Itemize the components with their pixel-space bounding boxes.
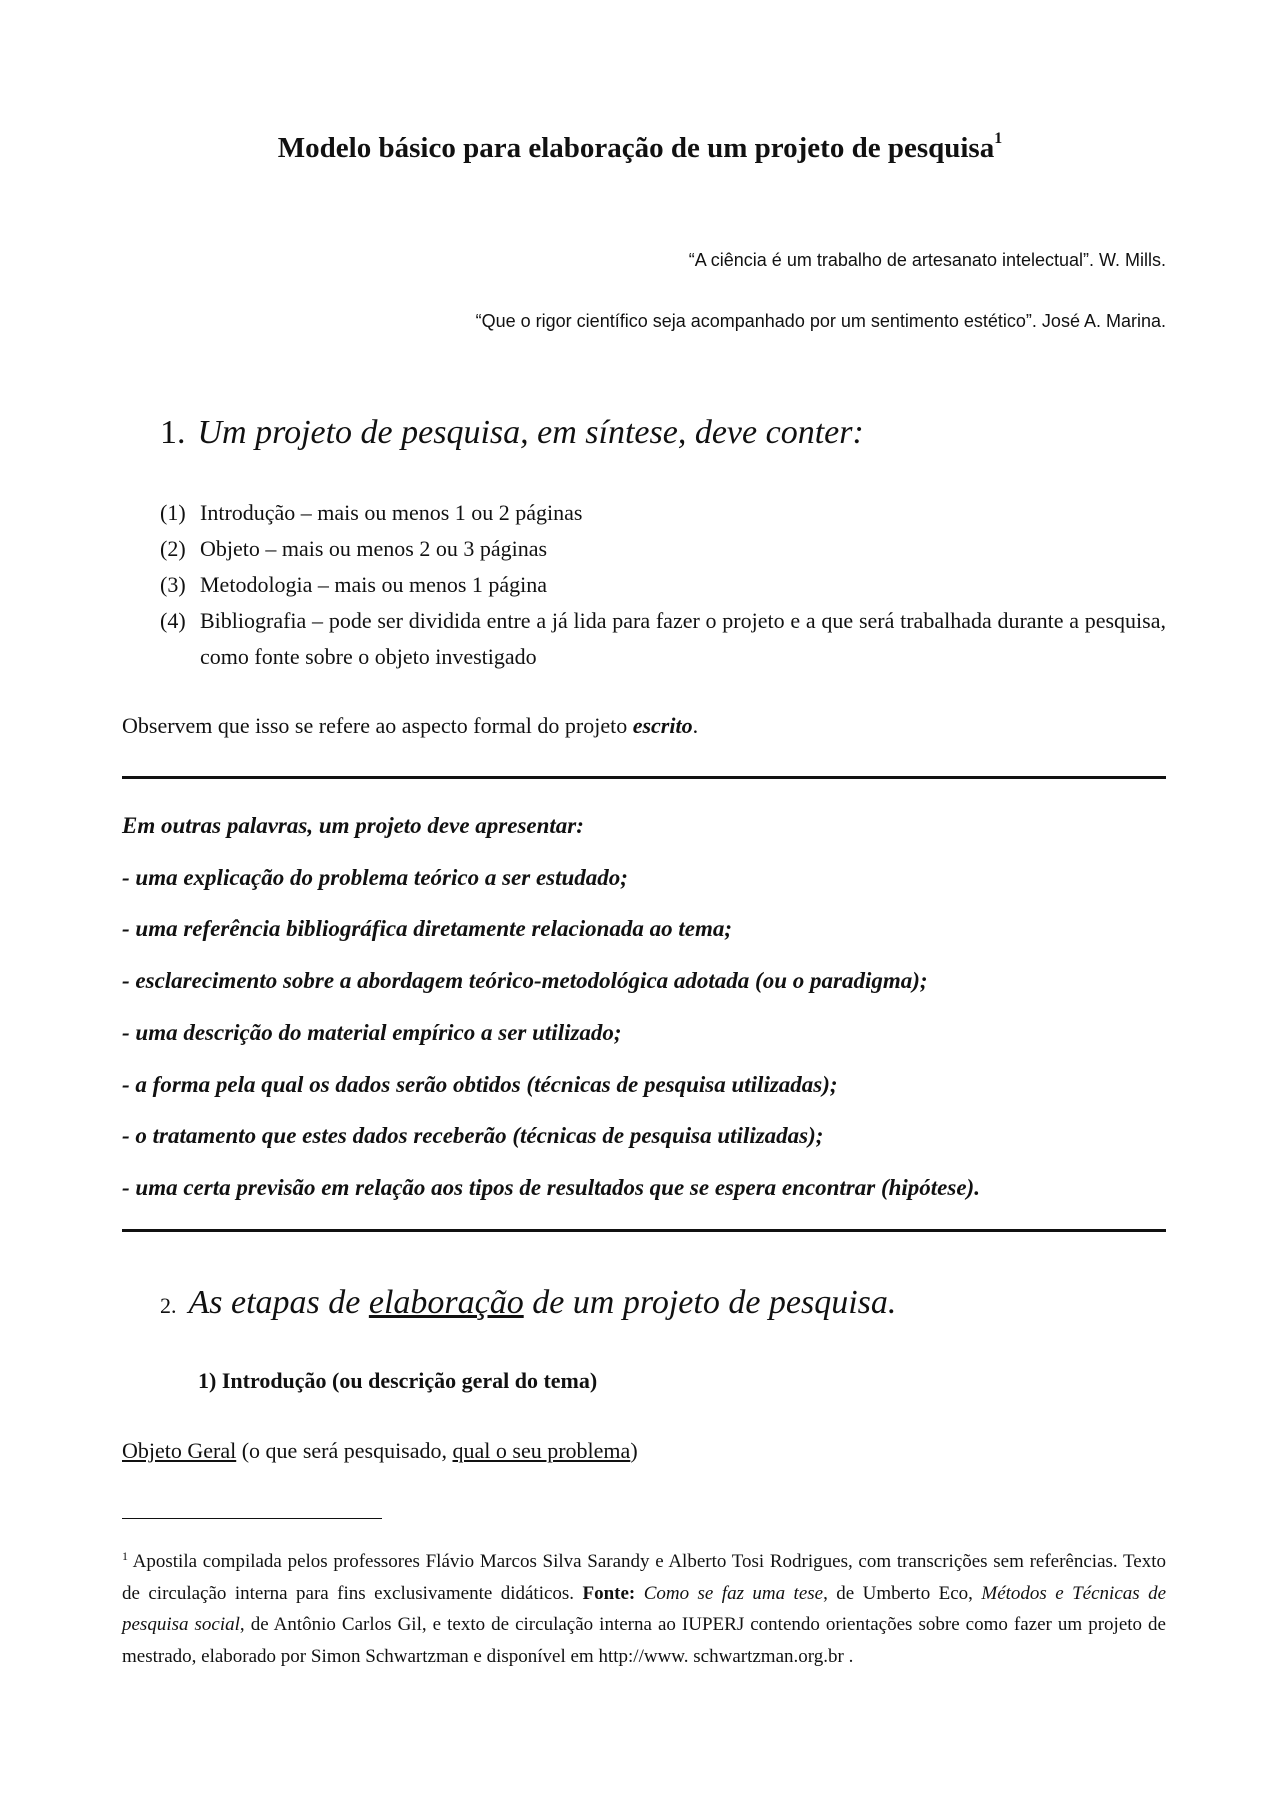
footnote-text-2: , de Umberto Eco,: [823, 1582, 982, 1604]
footnote-book-gil: Métodos e Técnicas de pesquisa social: [122, 1582, 1167, 1635]
list-item: [160, 567, 1166, 603]
box-line: - uma explicação do problema teórico a ser estudado;: [122, 864, 628, 890]
footnote-text-3: , de Antônio Carlos Gil, e texto de circulação interna ao IUPERJ contendo orientações sobre como fazer um projeto de mestrado, elaborado por Simon Schwartzman e disponível em http://www. schwartzman.org.br .: [122, 1614, 1166, 1667]
divider-top: [122, 776, 1166, 779]
section-2-heading: [160, 1282, 896, 1327]
section-2-heading-underlined: elaboração: [368, 1284, 524, 1321]
box-line: - uma referência bibliográfica diretamente relacionada ao tema;: [122, 916, 733, 942]
box-line: - esclarecimento sobre a abordagem teórico-metodológica adotada (ou o paradigma);: [122, 968, 928, 994]
footnote-space: [635, 1583, 643, 1604]
list-item-number: (1): [160, 500, 186, 525]
requirements-box: [122, 800, 1166, 1214]
section-2-number: 2.: [160, 1293, 177, 1318]
title-footnote-marker: 1: [994, 130, 1003, 147]
list-item: [160, 531, 1166, 567]
section-1-heading: [160, 412, 864, 454]
note-text: Observem que isso se refere ao aspecto formal do projeto: [122, 713, 633, 738]
footnote-fonte-label: Fonte:: [582, 1582, 636, 1604]
objeto-geral-label: Objeto Geral: [122, 1438, 237, 1463]
objeto-geral-problem: qual o seu problema: [452, 1438, 631, 1463]
list-item: [160, 603, 1166, 675]
list-item-text: Objeto – mais ou menos 2 ou 3 páginas: [200, 536, 548, 561]
project-contents-list: [160, 495, 1166, 675]
footnote: [122, 1546, 1166, 1672]
list-item-text: Introdução – mais ou menos 1 ou 2 páginas: [200, 500, 583, 525]
footnote-text: Apostila compilada pelos professores Flávio Marcos Silva Sarandy e Alberto Tosi Rodrigues, com transcrições sem referências. Texto de circulação interna para fins exclusivamente didáticos.: [122, 1551, 1166, 1604]
list-item: [160, 495, 1166, 531]
divider-bottom: [122, 1229, 1166, 1232]
list-item-number: (2): [160, 536, 186, 561]
box-line: - o tratamento que estes dados receberão (técnicas de pesquisa utilizadas);: [122, 1123, 824, 1149]
introduction-subheading: 1) Introdução (ou descrição geral do tema): [198, 1368, 598, 1393]
section-1-heading-text: Um projeto de pesquisa, em síntese, deve conter:: [197, 414, 864, 451]
box-intro-line: Em outras palavras, um projeto deve apresentar:: [122, 813, 584, 838]
formal-aspect-note: [122, 711, 1166, 741]
note-emphasis: escrito: [632, 713, 693, 738]
section-1-number: 1.: [160, 414, 186, 451]
section-2-heading-end: de um projeto de pesquisa.: [523, 1284, 897, 1321]
list-item-text: Metodologia – mais ou menos 1 página: [200, 572, 548, 597]
list-item-text: Bibliografia – pode ser dividida entre a já lida para fazer o projeto e a que será trabalhada durante a pesquisa, como fonte sobre o objeto investigado: [200, 608, 1166, 669]
footnote-marker: 1: [122, 1549, 128, 1563]
epigraph-marina: “Que o rigor científico seja acompanhado por um sentimento estético”. José A. Marina.: [475, 311, 1166, 331]
title-text: Modelo básico para elaboração de um projeto de pesquisa: [277, 132, 995, 164]
document-title: [0, 130, 1280, 166]
footnote-book-eco: Como se faz uma tese: [643, 1582, 824, 1604]
box-line: - a forma pela qual os dados serão obtidos (técnicas de pesquisa utilizadas);: [122, 1071, 838, 1097]
section-2-heading-start: As etapas de: [188, 1284, 369, 1321]
note-end: .: [692, 713, 699, 738]
epigraph-mills: “A ciência é um trabalho de artesanato intelectual”. W. Mills.: [688, 250, 1166, 270]
objeto-geral-line: [122, 1436, 1166, 1466]
box-line: - uma descrição do material empírico a ser utilizado;: [122, 1019, 622, 1045]
objeto-geral-mid: (o que será pesquisado,: [236, 1438, 453, 1463]
box-line: - uma certa previsão em relação aos tipos de resultados que se espera encontrar (hipótese).: [122, 1174, 980, 1200]
objeto-geral-end: ): [630, 1438, 638, 1463]
list-item-number: (3): [160, 572, 186, 597]
list-item-number: (4): [160, 608, 186, 633]
footnote-separator: [122, 1518, 382, 1519]
